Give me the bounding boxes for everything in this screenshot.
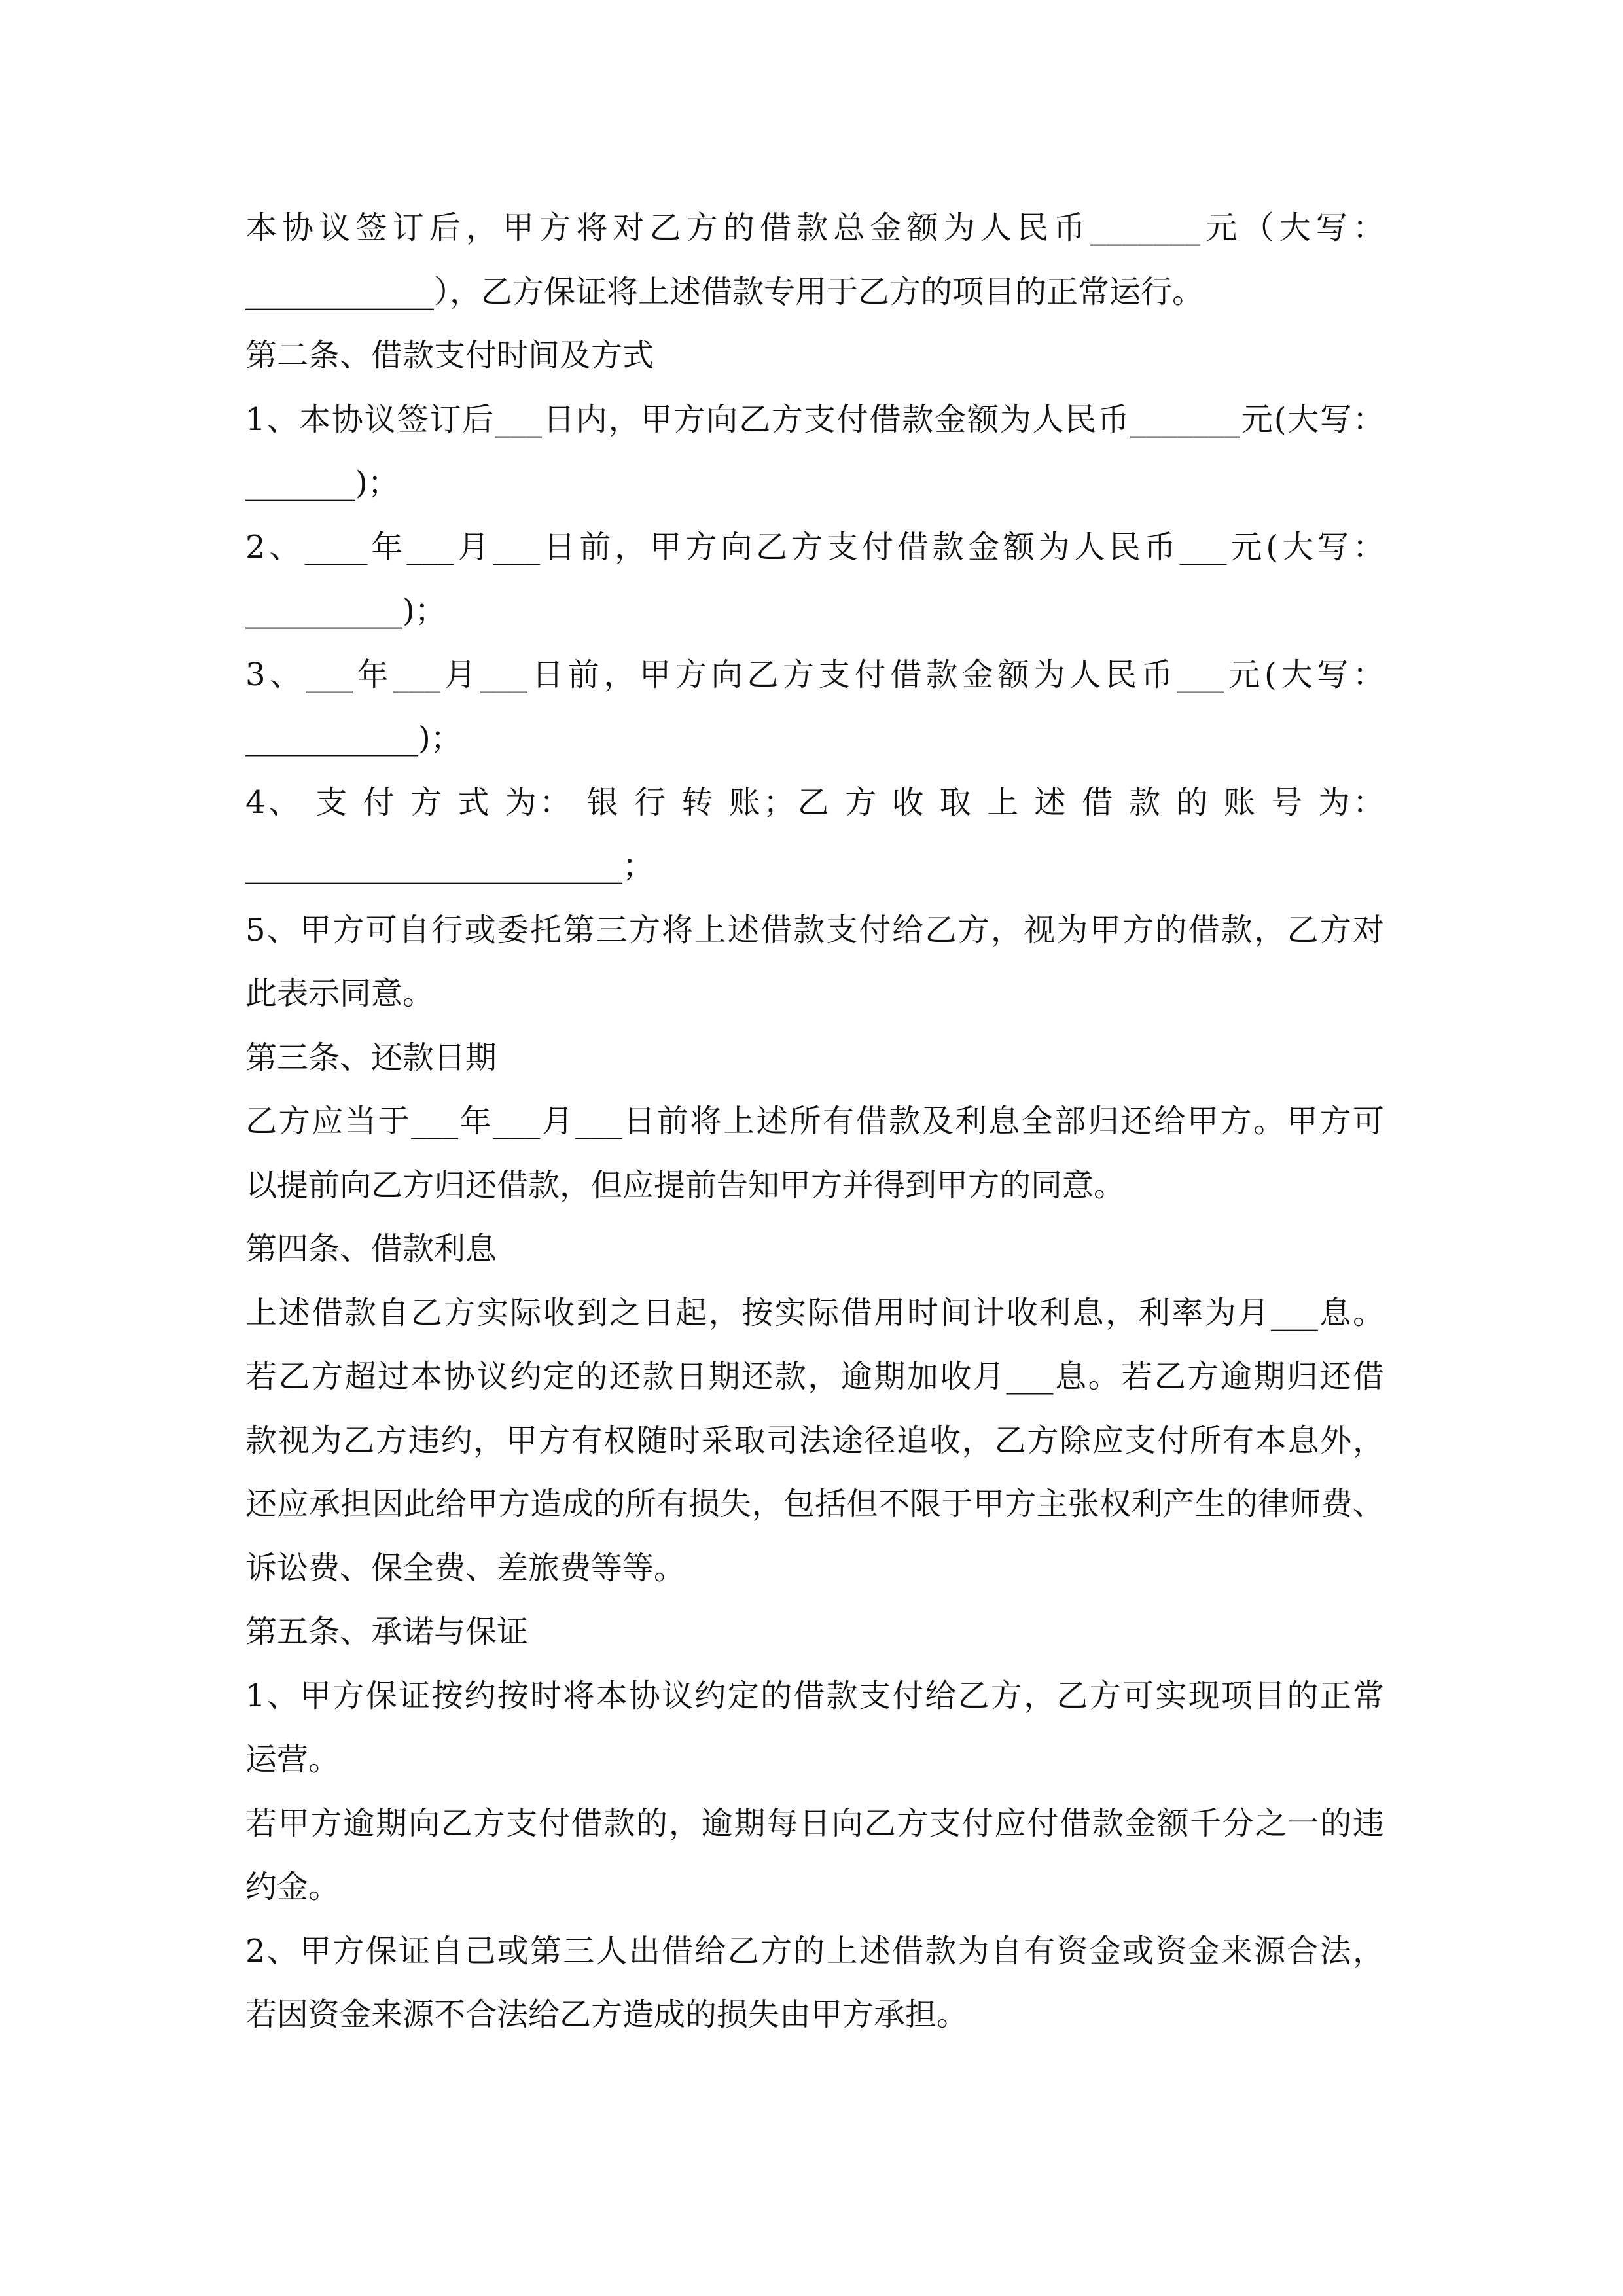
paragraph-line: 约金。	[245, 1869, 340, 1905]
paragraph-line: __________)；	[245, 592, 446, 629]
section-heading: 第四条、借款利息	[245, 1230, 497, 1267]
paragraph-line: 1、本协议签订后___日内，甲方向乙方支付借款金额为人民币_______元(大写：	[245, 401, 1384, 438]
paragraph-line: 此表示同意。	[245, 975, 435, 1012]
paragraph-line: 款视为乙方违约，甲方有权随时采取司法途径追收，乙方除应支付所有本息外，	[245, 1422, 1384, 1459]
paragraph-line: 乙方应当于___年___月___日前将上述所有借款及利息全部归还给甲方。甲方可	[245, 1103, 1384, 1139]
paragraph-line: ___________)；	[245, 720, 462, 757]
paragraph-line: 还应承担因此给甲方造成的所有损失，包括但不限于甲方主张权利产生的律师费、	[245, 1486, 1384, 1522]
paragraph-line: 以提前向乙方归还借款，但应提前告知甲方并得到甲方的同意。	[245, 1167, 1126, 1204]
paragraph-line: 本协议签订后，甲方将对乙方的借款总金额为人民币_______元（大写：	[245, 209, 1384, 246]
paragraph-line: 3、___年___月___日前，甲方向乙方支付借款金额为人民币___元(大写：	[245, 656, 1384, 693]
paragraph-line: ________________________；	[245, 848, 654, 884]
paragraph-line: 4、 支 付 方 式 为： 银 行 转 账；乙 方 收 取 上 述 借 款 的 账 号 为：	[245, 784, 1384, 821]
section-heading: 第三条、还款日期	[245, 1039, 497, 1076]
paragraph-line: 运营。	[245, 1741, 340, 1778]
paragraph-line: ____________），乙方保证将上述借款专用于乙方的项目的正常运行。	[245, 274, 1204, 310]
section-heading: 第二条、借款支付时间及方式	[245, 337, 654, 374]
paragraph-line: 上述借款自乙方实际收到之日起，按实际借用时间计收利息，利率为月___息。	[245, 1295, 1384, 1331]
paragraph-line: 若因资金来源不合法给乙方造成的损失由甲方承担。	[245, 1996, 969, 2033]
paragraph-line: 5、甲方可自行或委托第三方将上述借款支付给乙方，视为甲方的借款，乙方对	[245, 912, 1384, 948]
paragraph-line: 2、甲方保证自己或第三人出借给乙方的上述借款为自有资金或资金来源合法，	[245, 1933, 1384, 1969]
paragraph-line: 1、甲方保证按约按时将本协议约定的借款支付给乙方，乙方可实现项目的正常	[245, 1677, 1384, 1714]
section-heading: 第五条、承诺与保证	[245, 1613, 529, 1650]
paragraph-line: 若乙方超过本协议约定的还款日期还款，逾期加收月___息。若乙方逾期归还借	[245, 1358, 1384, 1395]
paragraph-line: 2、____年___月___日前，甲方向乙方支付借款金额为人民币___元(大写：	[245, 529, 1384, 565]
paragraph-line: 若甲方逾期向乙方支付借款的，逾期每日向乙方支付应付借款金额千分之一的违	[245, 1805, 1384, 1842]
paragraph-line: _______)；	[245, 465, 399, 501]
paragraph-line: 诉讼费、保全费、差旅费等等。	[245, 1550, 686, 1587]
